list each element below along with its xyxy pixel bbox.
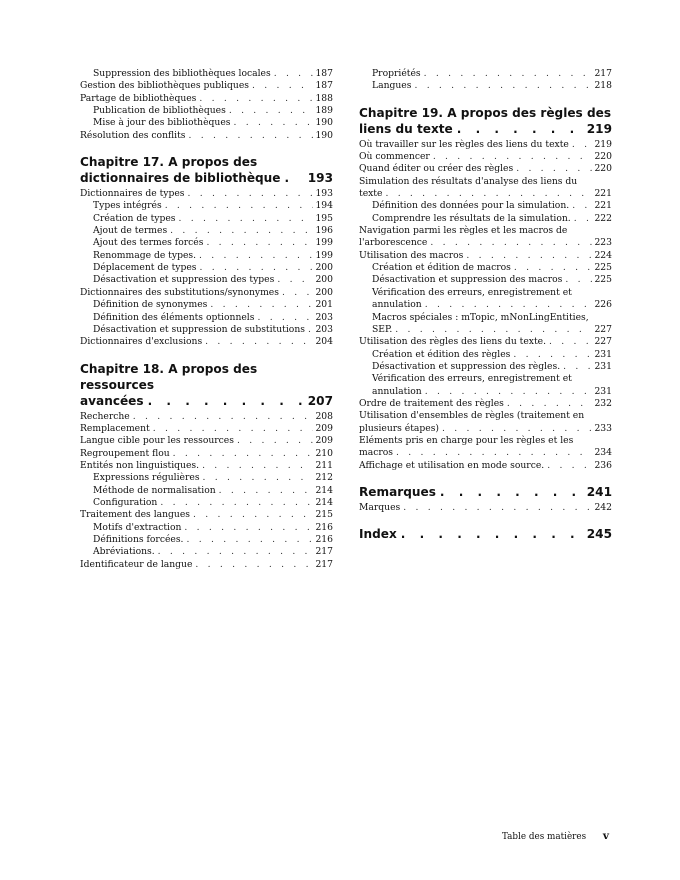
entry-page: 209: [315, 435, 333, 447]
entry-page: 210: [315, 447, 333, 459]
dot-leader: [308, 324, 314, 336]
toc-subentry[interactable]: [80, 105, 333, 117]
toc-subentry[interactable]: [80, 534, 333, 546]
chapter-title: Remarques: [359, 484, 436, 499]
dot-leader: [572, 200, 592, 212]
toc-subentry[interactable]: [80, 485, 333, 497]
toc-entry[interactable]: [359, 502, 612, 514]
dot-leader: [457, 121, 583, 137]
dot-leader: [234, 117, 314, 129]
entry-page: 219: [594, 138, 612, 150]
entry-title: Dictionnaires des substitutions/synonymes: [80, 286, 279, 298]
entry-page: 200: [315, 262, 333, 274]
page-footer: [502, 830, 609, 842]
toc-subentry[interactable]: [80, 250, 333, 262]
entry-page: 187: [315, 68, 333, 79]
entry-page: 221: [594, 188, 612, 200]
toc-subentry[interactable]: [80, 200, 333, 212]
entry-page: 195: [315, 212, 333, 224]
toc-chapter-19[interactable]: [359, 105, 612, 137]
toc-subentry[interactable]: [80, 522, 333, 534]
dot-leader: [219, 485, 314, 497]
entry-title: Motifs d'extraction: [93, 521, 182, 533]
toc-subentry[interactable]: [359, 312, 612, 337]
entry-page: 220: [594, 163, 612, 175]
entry-title: Comprendre les résultats de la simulation.: [372, 212, 571, 224]
entry-title: Désactivation et suppression des macros: [372, 274, 563, 286]
entry-title: Utilisation d'ensembles de règles (traitement en: [359, 410, 585, 422]
toc-subentry[interactable]: [80, 117, 333, 129]
dot-leader: [179, 213, 314, 225]
entry-title: Quand éditer ou créer des règles: [359, 163, 514, 175]
entry-page: 234: [594, 447, 612, 459]
entry-title: Affichage et utilisation en mode source.: [359, 459, 545, 471]
dot-leader: [516, 163, 592, 175]
chapter-title-line1: Chapitre 18. A propos des ressources: [80, 361, 258, 392]
entry-title: Vérification des erreurs, enregistrement et: [372, 373, 572, 385]
entry-title: Publication de bibliothèques: [93, 105, 226, 117]
chapter-title-line2: avancées: [80, 393, 144, 408]
dot-leader: [513, 349, 592, 361]
entry-page: 199: [315, 237, 333, 249]
entry-title-continued: macros: [359, 447, 393, 459]
entry-title: Navigation parmi les règles et les macros de: [359, 225, 568, 237]
entry-title-continued: l'arborescence: [359, 237, 428, 249]
toc-subentry[interactable]: [359, 80, 612, 92]
entry-page: 214: [315, 496, 333, 508]
dot-leader: [148, 393, 304, 409]
entry-page: 194: [315, 200, 333, 212]
entry-title: Utilisation des macros: [359, 249, 464, 261]
dot-leader: [252, 80, 313, 92]
dot-leader: [385, 188, 592, 200]
toc-entry[interactable]: [359, 176, 612, 201]
dot-leader: [210, 299, 313, 311]
toc-subentry[interactable]: [359, 68, 612, 80]
entry-title: Méthode de normalisation: [93, 484, 216, 496]
entry-title: Désactivation et suppression des règles.: [372, 360, 561, 372]
entry-title: Suppression des bibliothèques locales: [93, 68, 271, 79]
entry-page: 215: [315, 509, 333, 521]
entry-page: 221: [594, 200, 612, 212]
dot-leader: [401, 526, 583, 542]
entry-page: 200: [315, 274, 333, 286]
entry-title: Ajout de termes: [93, 225, 168, 237]
toc-entry[interactable]: [80, 448, 333, 460]
toc-subentry[interactable]: [80, 225, 333, 237]
chapter-title: Index: [359, 527, 397, 542]
entry-title: Regroupement flou: [80, 447, 170, 459]
dot-leader: [572, 139, 593, 151]
entry-title: Résolution des conflits: [80, 129, 186, 141]
entry-page: 200: [315, 286, 333, 298]
entry-page: 196: [315, 225, 333, 237]
toc-remarques[interactable]: [359, 484, 612, 500]
toc-subentry[interactable]: [359, 200, 612, 212]
entry-page: 190: [315, 117, 333, 129]
toc-section-chapter-17: [80, 188, 333, 348]
toc-entry[interactable]: [80, 130, 333, 142]
entry-page: 231: [594, 348, 612, 360]
entry-page: 236: [594, 459, 612, 471]
entry-page: 225: [594, 274, 612, 286]
entry-title: Création et édition de macros: [372, 262, 511, 274]
entry-page: 220: [594, 151, 612, 163]
entry-page: 216: [315, 533, 333, 545]
entry-page: 224: [594, 249, 612, 261]
dot-leader: [396, 447, 592, 459]
entry-page: 233: [594, 422, 612, 434]
entry-page: 212: [315, 472, 333, 484]
entry-page: 204: [315, 336, 333, 348]
toc-section-continued: [359, 68, 612, 93]
dot-leader: [514, 262, 593, 274]
toc-section-chapter-19: [359, 139, 612, 472]
toc-subentry[interactable]: [80, 213, 333, 225]
toc-entry[interactable]: [80, 509, 333, 521]
dot-leader: [158, 546, 314, 558]
toc-index[interactable]: [359, 526, 612, 542]
toc-subentry[interactable]: [80, 546, 333, 558]
entry-title-continued: annulation: [372, 299, 422, 311]
entry-title: Définition des données pour la simulation.: [372, 200, 570, 212]
toc-entry[interactable]: [80, 287, 333, 299]
dot-leader: [165, 200, 314, 212]
dot-leader: [237, 435, 313, 447]
toc-subentry[interactable]: [80, 262, 333, 274]
entry-page: 190: [315, 129, 333, 141]
chapter-page: 241: [586, 484, 612, 499]
dot-leader: [195, 559, 313, 571]
entry-title: Abréviations.: [93, 546, 155, 558]
dot-leader: [466, 250, 592, 262]
toc-entry[interactable]: [80, 411, 333, 423]
entry-title-continued: texte: [359, 188, 383, 200]
toc-subentry[interactable]: [359, 373, 612, 398]
dot-leader: [424, 68, 593, 80]
dot-leader: [199, 93, 313, 105]
entry-title: Macros spéciales : mTopic, mNonLingEntities,: [372, 311, 589, 323]
entry-title: Marques: [359, 501, 401, 513]
dot-leader: [425, 299, 593, 311]
dot-leader: [187, 188, 313, 200]
entry-title: Dictionnaires de types: [80, 188, 185, 200]
toc-entry[interactable]: [80, 559, 333, 571]
entry-title: Entités non linguistiques.: [80, 459, 200, 471]
dot-leader: [547, 460, 592, 472]
toc-section-continued: [80, 68, 333, 142]
toc-chapter-18[interactable]: [80, 361, 333, 409]
entry-title: Renommage de types.: [93, 249, 197, 261]
entry-page: 227: [594, 336, 612, 348]
dot-leader: [563, 361, 592, 373]
dot-leader: [229, 105, 314, 117]
toc-subentry[interactable]: [359, 361, 612, 373]
entry-page: 203: [315, 323, 333, 335]
toc-subentry[interactable]: [359, 287, 612, 312]
chapter-title-line2: dictionnaires de bibliothèque: [80, 171, 281, 186]
dot-leader: [153, 423, 314, 435]
dot-leader: [277, 274, 313, 286]
dot-leader: [186, 534, 313, 546]
entry-page: 209: [315, 422, 333, 434]
toc-entry[interactable]: [359, 435, 612, 460]
toc-entry[interactable]: [359, 460, 612, 472]
entry-page: 201: [315, 299, 333, 311]
dot-leader: [395, 324, 592, 336]
entry-page: 208: [315, 410, 333, 422]
dot-leader: [507, 398, 593, 410]
toc-entry[interactable]: [80, 80, 333, 92]
entry-title: Définition des éléments optionnels: [93, 311, 255, 323]
entry-page: 199: [315, 249, 333, 261]
entry-page: 189: [315, 105, 333, 117]
dot-leader: [202, 460, 313, 472]
toc-subentry[interactable]: [80, 68, 333, 80]
entry-page: 242: [594, 501, 612, 513]
toc-subentry[interactable]: [359, 349, 612, 361]
entry-title: Propriétés: [372, 68, 421, 79]
dot-leader: [442, 423, 592, 435]
entry-title-continued: plusieurs étapes): [359, 422, 439, 434]
entry-page: 222: [594, 212, 612, 224]
toc-section-chapter-18: [80, 411, 333, 571]
toc-subentry[interactable]: [80, 274, 333, 286]
entry-page: 214: [315, 484, 333, 496]
entry-title: Eléments pris en charge pour les règles et les: [359, 434, 574, 446]
chapter-page: 207: [307, 393, 333, 408]
entry-page: 227: [594, 323, 612, 335]
toc-subentry[interactable]: [80, 237, 333, 249]
entry-page: 226: [594, 299, 612, 311]
toc-entry[interactable]: [359, 225, 612, 250]
dot-leader: [205, 336, 313, 348]
chapter-page: 219: [586, 121, 612, 136]
entry-page: 203: [315, 311, 333, 323]
toc-subentry[interactable]: [359, 262, 612, 274]
toc-subentry[interactable]: [80, 472, 333, 484]
dot-leader: [430, 237, 592, 249]
entry-title: Où travailler sur les règles des liens du texte: [359, 138, 569, 150]
dot-leader: [257, 312, 313, 324]
entry-page: 231: [594, 385, 612, 397]
dot-leader: [433, 151, 593, 163]
toc-subentry[interactable]: [80, 312, 333, 324]
chapter-title-line2: liens du texte: [359, 121, 453, 136]
toc-subentry[interactable]: [359, 213, 612, 225]
entry-title: Identificateur de langue: [80, 558, 193, 570]
entry-title: Utilisation des règles des liens du texte.: [359, 336, 547, 348]
entry-title: Types intégrés: [93, 200, 162, 212]
entry-title: Langues: [372, 80, 412, 92]
toc-entry[interactable]: [359, 163, 612, 175]
dot-leader: [199, 250, 313, 262]
toc-entry[interactable]: [359, 410, 612, 435]
entry-title: Définitions forcées.: [93, 533, 184, 545]
entry-title: Simulation des résultats d'analyse des liens du: [359, 175, 578, 187]
entry-title: Désactivation et suppression de substitutions: [93, 323, 305, 335]
entry-page: 231: [594, 360, 612, 372]
toc-entry[interactable]: [80, 435, 333, 447]
entry-title: Recherche: [80, 410, 130, 422]
dot-leader: [170, 225, 313, 237]
toc-entry[interactable]: [359, 139, 612, 151]
dot-leader: [549, 336, 592, 348]
dot-leader: [184, 522, 313, 534]
dot-leader: [425, 386, 593, 398]
entry-title: Configuration: [93, 496, 158, 508]
toc-entry[interactable]: [359, 336, 612, 348]
toc-column-left: [80, 68, 333, 571]
toc-entry[interactable]: [359, 398, 612, 410]
chapter-page: 245: [586, 527, 612, 542]
page-number: v: [602, 830, 609, 842]
dot-leader: [200, 262, 314, 274]
entry-title: Création et édition des règles: [372, 348, 511, 360]
toc-entry[interactable]: [80, 336, 333, 348]
dot-leader: [414, 80, 592, 92]
toc-entry[interactable]: [359, 250, 612, 262]
toc-subentry[interactable]: [80, 324, 333, 336]
entry-title: Vérification des erreurs, enregistrement et: [372, 286, 572, 298]
dot-leader: [274, 68, 314, 80]
entry-page: 216: [315, 521, 333, 533]
chapter-title-line1: Chapitre 17. A propos des: [80, 155, 258, 170]
toc-entry[interactable]: [80, 93, 333, 105]
dot-leader: [403, 502, 592, 514]
entry-page: 218: [594, 80, 612, 92]
entry-page: 217: [315, 546, 333, 558]
toc-entry[interactable]: [80, 188, 333, 200]
toc-column-right: [359, 68, 612, 544]
dot-leader: [193, 509, 313, 521]
toc-entry[interactable]: [80, 460, 333, 472]
running-footer-label: Table des matières: [502, 832, 587, 842]
entry-page: 188: [315, 92, 333, 104]
toc-entry[interactable]: [359, 151, 612, 163]
entry-page: 187: [315, 80, 333, 92]
dot-leader: [133, 411, 314, 423]
entry-page: 225: [594, 262, 612, 274]
entry-page: 217: [594, 68, 612, 79]
toc-subentry[interactable]: [80, 497, 333, 509]
dot-leader: [188, 130, 313, 142]
entry-title-continued: SEP.: [372, 323, 393, 335]
dot-leader: [206, 237, 313, 249]
entry-page: 193: [315, 188, 333, 200]
entry-title: Partage de bibliothèques: [80, 92, 197, 104]
entry-title: Création de types: [93, 212, 176, 224]
entry-title: Remplacement: [80, 422, 150, 434]
entry-title: Désactivation et suppression des types: [93, 274, 275, 286]
entry-title: Langue cible pour les ressources: [80, 435, 234, 447]
chapter-page: 193: [307, 171, 333, 186]
entry-title: Où commencer: [359, 151, 430, 163]
entry-page: 211: [315, 459, 333, 471]
dot-leader: [203, 472, 314, 484]
dot-leader: [285, 170, 304, 186]
dot-leader: [565, 274, 592, 286]
toc-subentry[interactable]: [359, 274, 612, 286]
entry-title: Ajout des termes forcés: [93, 237, 204, 249]
dot-leader: [173, 448, 314, 460]
entry-page: 223: [594, 237, 612, 249]
entry-title: Gestion des bibliothèques publiques: [80, 80, 249, 92]
entry-title: Dictionnaires d'exclusions: [80, 336, 203, 348]
entry-title: Définition de synonymes: [93, 299, 208, 311]
entry-title: Ordre de traitement des règles: [359, 397, 504, 409]
entry-title: Mise à jour des bibliothèques: [93, 117, 231, 129]
entry-title: Déplacement de types: [93, 262, 197, 274]
dot-leader: [160, 497, 313, 509]
toc-subentry[interactable]: [80, 299, 333, 311]
toc-chapter-17[interactable]: [80, 154, 333, 186]
dot-leader: [574, 213, 593, 225]
toc-section-remarques: [359, 502, 612, 514]
entry-page: 217: [315, 558, 333, 570]
entry-title-continued: annulation: [372, 385, 422, 397]
entry-title: Traitement des langues: [80, 509, 190, 521]
entry-title: Expressions régulières: [93, 472, 200, 484]
dot-leader: [282, 287, 313, 299]
chapter-title-line1: Chapitre 19. A propos des règles des: [359, 105, 612, 120]
entry-page: 232: [594, 397, 612, 409]
dot-leader: [440, 484, 583, 500]
toc-entry[interactable]: [80, 423, 333, 435]
